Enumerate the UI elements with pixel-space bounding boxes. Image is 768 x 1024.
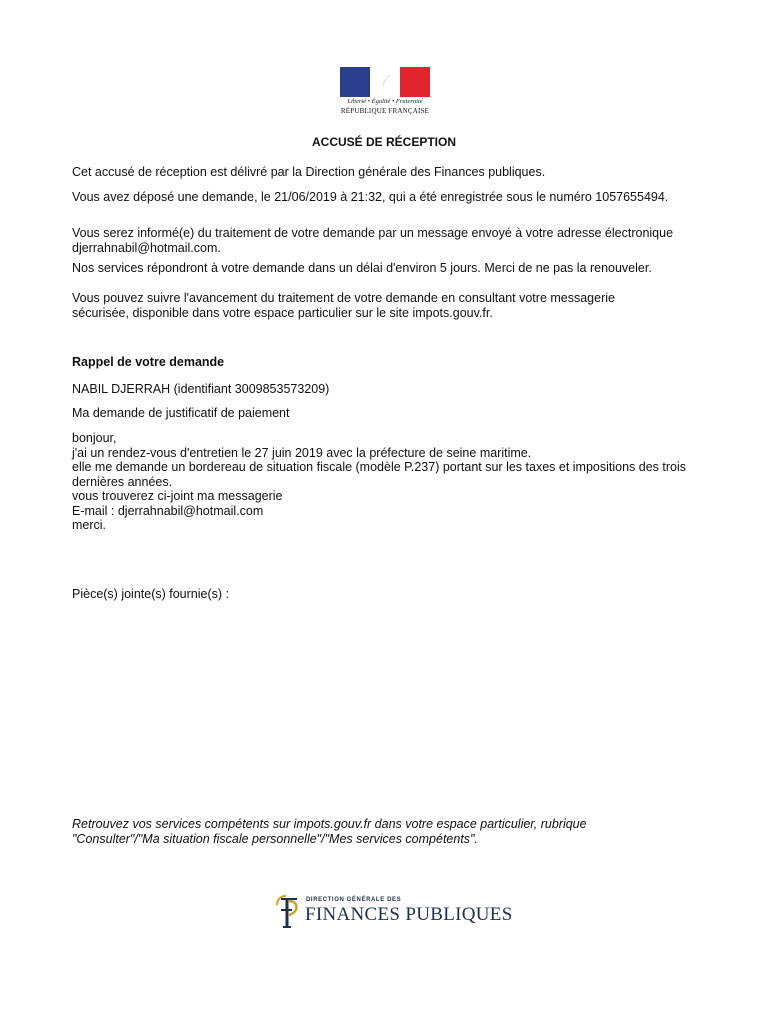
dgfip-logo — [273, 893, 513, 933]
republique-francaise-logo — [340, 67, 430, 119]
message-line: elle me demande un bordereau de situation fiscale (modèle P.237) portant sur les taxes et impositions des trois dernières années. — [72, 460, 687, 489]
intro-notification-text: Vous serez informé(e) du traitement de votre demande par un message envoyé à votre adresse électronique djerrahnabil@hotmail.com. — [72, 226, 674, 255]
message-line: merci. — [72, 518, 107, 532]
recap-message — [72, 431, 712, 533]
intro-delivery-text: Cet accusé de réception est délivré par la Direction générale des Finances publiques. — [72, 165, 546, 179]
dgfip-logo-small-text: DIRECTION GÉNÉRALE DES — [306, 897, 402, 903]
message-line: vous trouverez ci-joint ma messagerie — [72, 489, 283, 503]
dgfip-emblem-icon — [273, 893, 303, 933]
message-line: j'ai un rendez-vous d'entretien le 27 juin 2019 avec la préfecture de seine maritime. — [72, 445, 532, 460]
recap-identity: NABIL DJERRAH (identifiant 3009853573209) — [72, 382, 330, 396]
recap-heading: Rappel de votre demande — [72, 355, 225, 369]
footer-note: Retrouvez vos services compétents sur impots.gouv.fr dans votre espace particulier, rubrique "Consulter"/"Ma situation fiscale personnelle"/"Mes services compétents". — [72, 817, 587, 846]
attachments-label: Pièce(s) jointe(s) fournie(s) : — [72, 587, 229, 601]
message-line: bonjour, — [72, 431, 117, 445]
marianne-flag-icon — [340, 67, 430, 97]
dgfip-logo-big-text: FINANCES PUBLIQUES — [305, 904, 513, 925]
logo-motto: Liberté • Égalité • Fraternité — [347, 98, 423, 105]
intro-request-text: Vous avez déposé une demande, le 21/06/2019 à 21:32, qui a été enregistrée sous le numéro 1057655494. — [72, 190, 669, 204]
intro-tracking-text: Vous pouvez suivre l'avancement du traitement de votre demande en consultant votre messagerie sécurisée, disponible dans votre espace particulier sur le site impots.gouv.fr. — [72, 291, 615, 320]
logo-republique-francaise: RÉPUBLIQUE FRANÇAISE — [340, 107, 430, 115]
document-title: ACCUSÉ DE RÉCEPTION — [311, 135, 457, 149]
intro-delay-text: Nos services répondront à votre demande dans un délai d'environ 5 jours. Merci de ne pas la renouveler. — [72, 261, 652, 275]
message-line: E-mail : djerrahnabil@hotmail.com — [72, 503, 264, 518]
recap-subject: Ma demande de justificatif de paiement — [72, 406, 290, 420]
